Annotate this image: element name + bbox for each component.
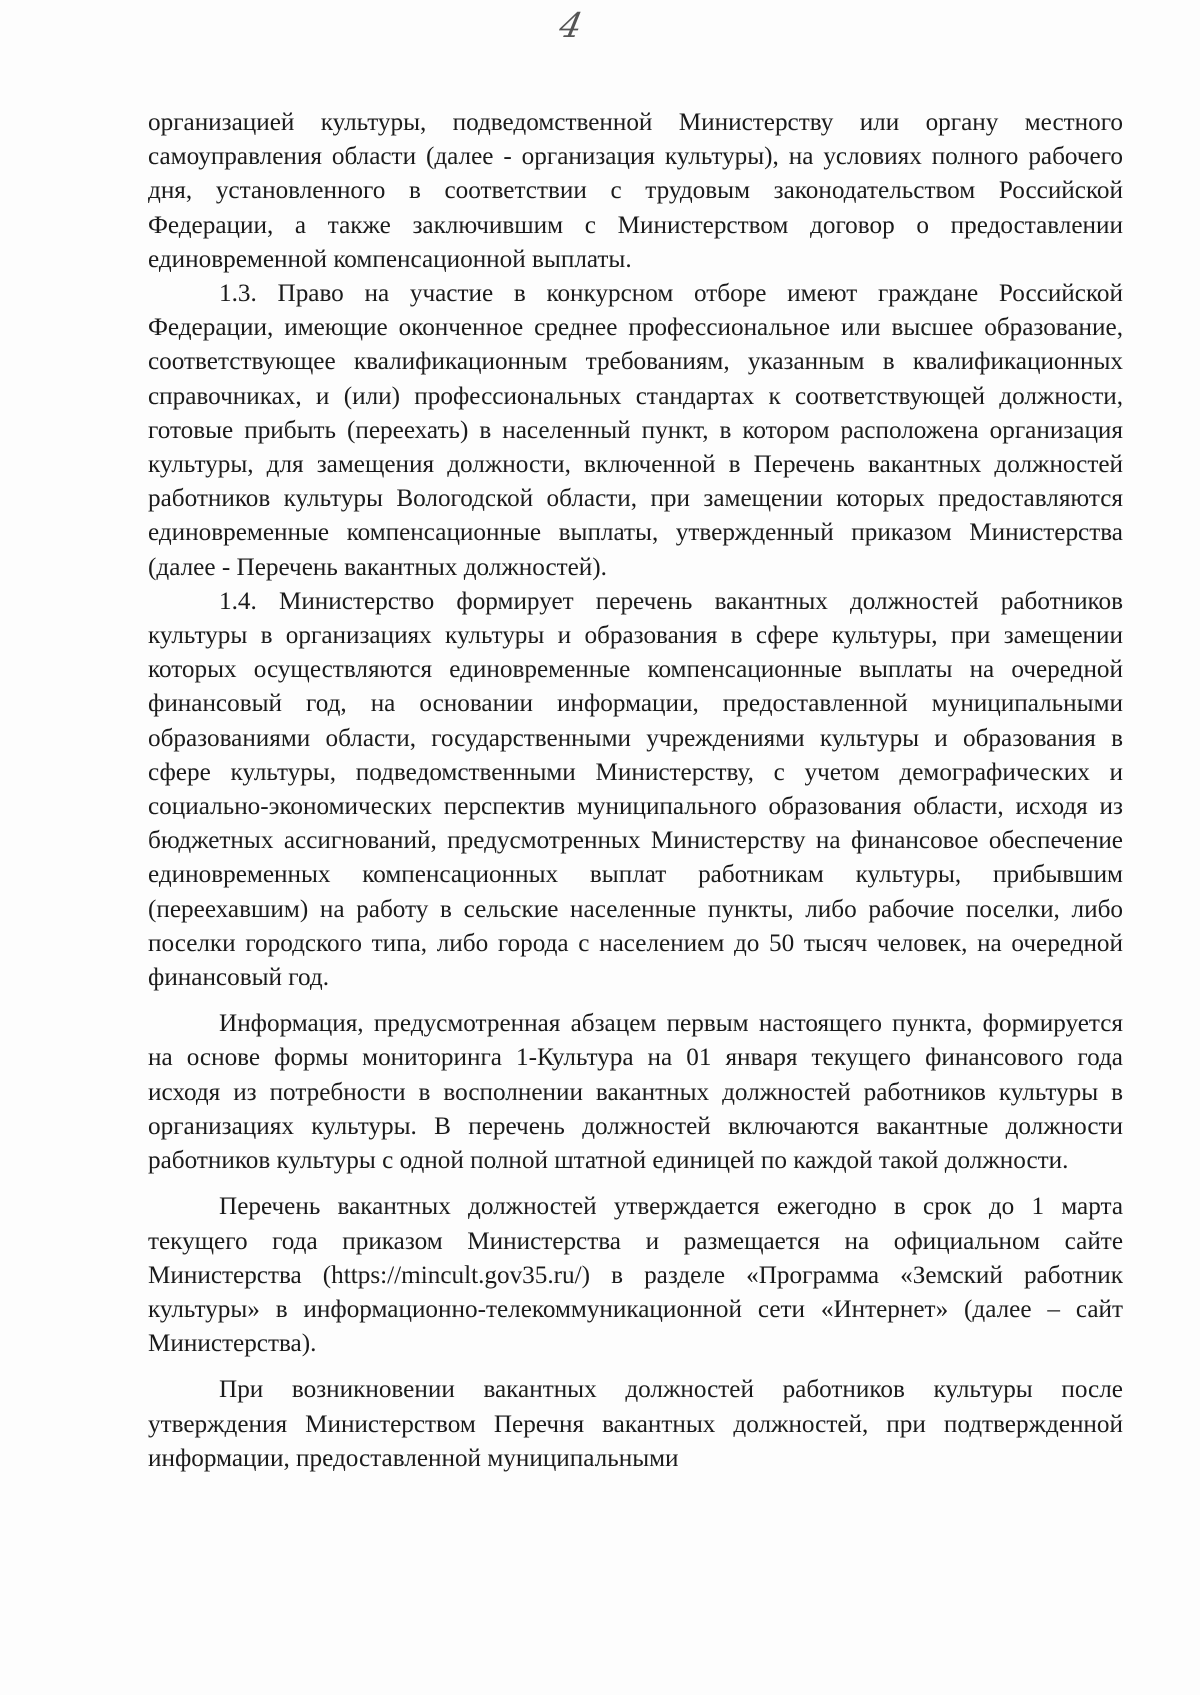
paragraph-clause-1-3: 1.3. Право на участие в конкурсном отборе имеют граждане Российской Федерации, имеющие оконченное среднее профессиональное или высшее образование, соответствующее квалификационным требованиям, указанным в квалификационных справочниках, и (или) профессиональных стандартах к соответствующей должности, готовые прибыть (переехать) в населенный пункт, в котором расположена организация культуры, для замещения должности, включенной в Перечень вакантных должностей работников культуры Вологодской области, при замещении которых предоставляются единовременные компенсационные выплаты, утвержденный приказом Министерства (далее - Перечень вакантных должностей). (148, 280, 1123, 581)
paragraph-vacancy-list: Перечень вакантных должностей утверждается ежегодно в срок до 1 марта текущего года приказом Министерства и размещается на официальном сайте Министерства (https://mincult.gov35.ru/) в разделе «Программа «Земский работник культуры» в информационно-телекоммуникационной сети «Интернет» (далее – сайт Министерства). (148, 1193, 1123, 1358)
paragraph-continuation: организацией культуры, подведомственной Министерству или органу местного самоуправления области (далее - организация культуры), на условиях полного рабочего дня, установленного в соответствии с трудовым законодательством Российской Федерации, а также заключившим с Министерством договор о предоставлении единовременной компенсационной выплаты. (148, 109, 1123, 273)
paragraph-new-vacancies: При возникновении вакантных должностей работников культуры после утверждения Министерством Перечня вакантных должностей, при подтвержденной информации, предоставленной муниципальными (148, 1376, 1123, 1472)
paragraph-information: Информация, предусмотренная абзацем первым настоящего пункта, формируется на основе формы мониторинга 1-Культура на 01 января текущего финансового года исходя из потребности в восполнении вакантных должностей работников культуры в организациях культуры. В перечень должностей включаются вакантные должности работников культуры с одной полной штатной единицей по каждой такой должности. (148, 1010, 1123, 1175)
page-number: 4 (555, 6, 586, 46)
paragraph-clause-1-4: 1.4. Министерство формирует перечень вакантных должностей работников культуры в организациях культуры и образования в сфере культуры, при замещении которых осуществляются единовременные компенсационные выплаты на очередной финансовый год, на основании информации, предоставленной муниципальными образованиями области, государственными учреждениями культуры и образования в сфере культуры, подведомственными Министерству, с учетом демографических и социально-экономических перспектив муниципального образования области, исходя из бюджетных ассигнований, предусмотренных Министерству на финансовое обеспечение единовременных компенсационных выплат работникам культуры, прибывшим (переехавшим) на работу в сельские населенные пункты, либо рабочие поселки, либо поселки городского типа, либо города с населением до 50 тысяч человек, на очередной финансовый год. (148, 587, 1123, 992)
document-body (148, 106, 1123, 1476)
